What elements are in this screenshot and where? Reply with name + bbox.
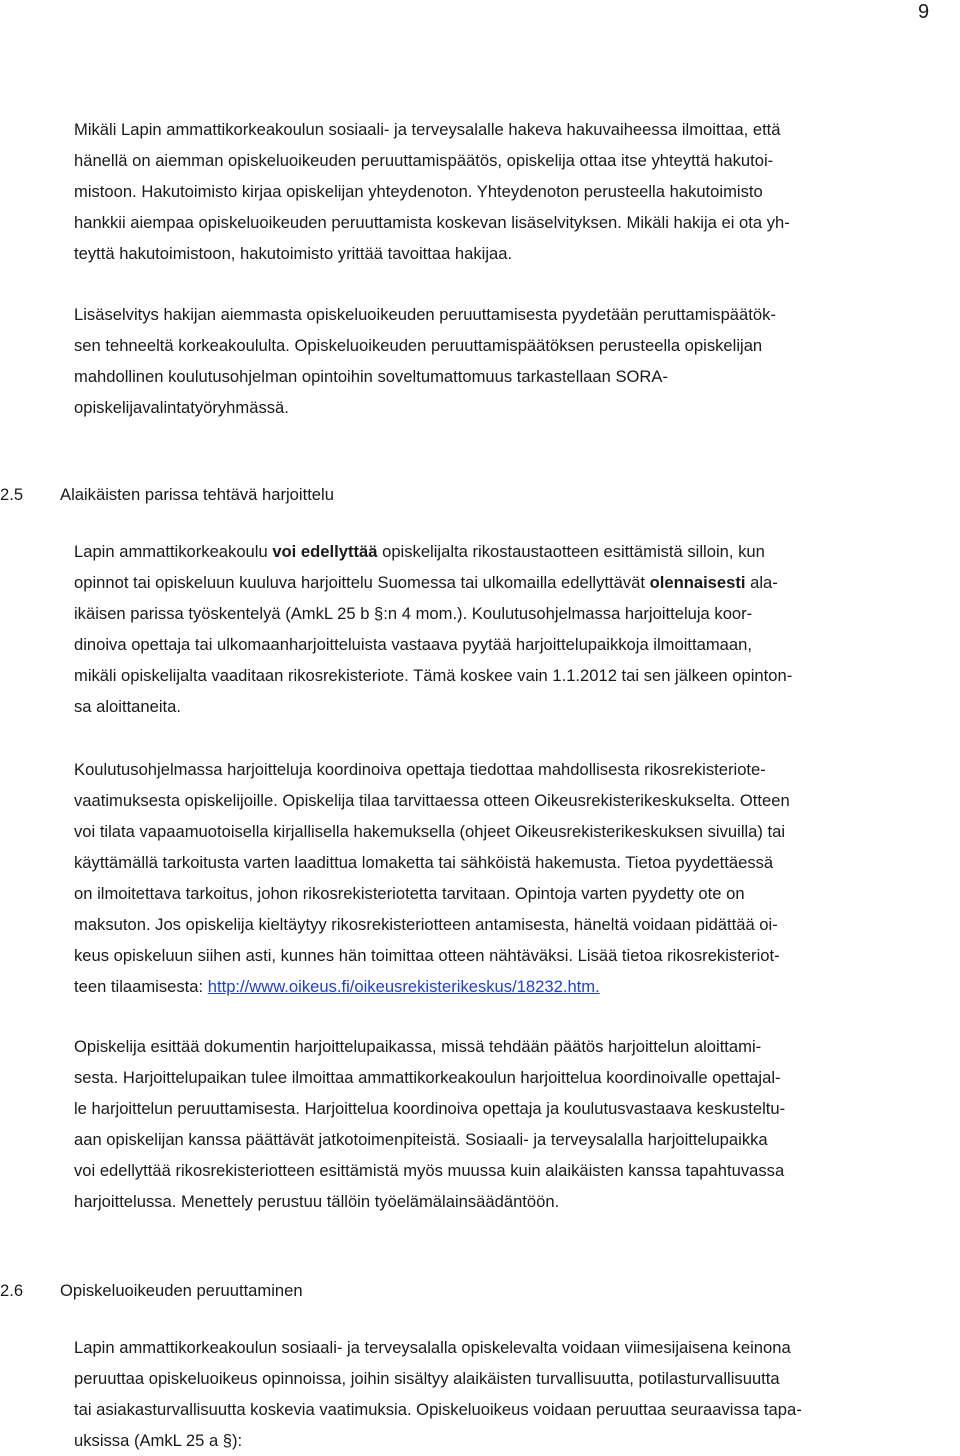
- section-number: 2.6: [0, 1281, 24, 1300]
- text-line: voi edellyttää rikosrekisteriotteen esittämistä myös muussa kuin alaikäisten kanssa tapahtuvassa: [74, 1161, 785, 1180]
- text-line: dinoiva opettaja tai ulkomaanharjoitteluista vastaava pyytää harjoittelupaikkoja ilmoittamaan,: [74, 635, 752, 654]
- section-title: Opiskeluoikeuden peruuttaminen: [60, 1281, 303, 1300]
- text-line: le harjoittelun peruuttamisesta. Harjoittelua koordinoiva opettaja ja koulutusvastaava keskusteltu-: [74, 1099, 786, 1118]
- page-number: 9: [918, 1, 930, 23]
- section-number: 2.5: [0, 485, 24, 504]
- text-line: sen tehneeltä korkeakoululta. Opiskeluoikeuden peruuttamispäätöksen perusteella opiskelijan: [74, 336, 763, 355]
- text-line: tai asiakasturvallisuutta koskevia vaatimuksia. Opiskeluoikeus voidaan peruuttaa seuraavissa tapa-: [74, 1400, 802, 1419]
- paragraph-opiskeluoikeuden-peruuttaminen: [74, 1332, 960, 1456]
- text-line: mahdollinen koulutusohjelman opintoihin soveltumattomuus tarkastellaan SORA-: [74, 367, 669, 386]
- text-line: opiskelijavalintatyöryhmässä.: [74, 398, 289, 417]
- paragraph-lisaselvitys: [74, 299, 960, 423]
- paragraph-harjoittelupaikka: [74, 1031, 960, 1217]
- oikeusrekisterikeskus-link[interactable]: http://www.oikeus.fi/oikeusrekisterikeskus/18232.htm.: [207, 977, 600, 996]
- text-line: sa aloittaneita.: [74, 697, 182, 716]
- paragraph-rikostaustaote: [74, 536, 960, 722]
- text-line: vaatimuksesta opiskelijoille. Opiskelija tilaa tarvittaessa otteen Oikeusrekisterikeskukselta. Otteen: [74, 791, 790, 810]
- emphasis-edellyttaa: edellyttää: [300, 542, 378, 561]
- section-title: Alaikäisten parissa tehtävä harjoittelu: [60, 485, 334, 504]
- text-line: Koulutusohjelmassa harjoitteluja koordinoiva opettaja tiedottaa mahdollisesta rikosrekisteriote-: [74, 760, 766, 779]
- text-line: uksissa (AmkL 25 a §):: [74, 1431, 243, 1450]
- text-line: aan opiskelijan kanssa päättävät jatkotoimenpiteistä. Sosiaali- ja terveysalalla harjoittelupaikka: [74, 1130, 768, 1149]
- text-line: voi tilata vapaamuotoisella kirjallisella hakemuksella (ohjeet Oikeusrekisterikeskuksen sivuilla) tai: [74, 822, 786, 841]
- emphasis-voi: voi: [272, 542, 297, 561]
- text-line: sesta. Harjoittelupaikan tulee ilmoittaa ammattikorkeakoulun harjoittelua koordinoivalle opettajal-: [74, 1068, 781, 1087]
- text-line: ikäisen parissa työskentelyä (AmkL 25 b §:n 4 mom.). Koulutusohjelmassa harjoitteluja koor-: [74, 604, 753, 623]
- text-line: teen tilaamisesta: http://www.oikeus.fi/oikeusrekisterikeskus/18232.htm.: [74, 977, 600, 996]
- text-line: peruuttaa opiskeluoikeus opinnoissa, joihin sisältyy alaikäisten turvallisuutta, potilasturvallisuutta: [74, 1369, 780, 1388]
- text-line: teyttä hakutoimistoon, hakutoimisto yrittää tavoittaa hakijaa.: [74, 244, 513, 263]
- text-line: mikäli opiskelijalta vaaditaan rikosrekisteriote. Tämä koskee vain 1.1.2012 tai sen jälkeen opinton-: [74, 666, 793, 685]
- text-line: Lapin ammattikorkeakoulun sosiaali- ja terveysalalla opiskelevalta voidaan viimesijaisena keinona: [74, 1338, 791, 1357]
- text-line: Mikäli Lapin ammattikorkeakoulun sosiaali- ja terveysalalle hakeva hakuvaiheessa ilmoittaa, että: [74, 120, 781, 139]
- text-line: mistoon. Hakutoimisto kirjaa opiskelijan yhteydenoton. Yhteydenoton perusteella hakutoimisto: [74, 182, 763, 201]
- text-line: harjoittelussa. Menettely perustuu tällöin työelämälainsäädäntöön.: [74, 1192, 560, 1211]
- text-line: keus opiskeluun siihen asti, kunnes hän toimittaa otteen nähtäväksi. Lisää tietoa rikosrekisteriot-: [74, 946, 780, 965]
- text-line: maksuton. Jos opiskelija kieltäytyy rikosrekisteriotteen antamisesta, häneltä voidaan pidättää oi-: [74, 915, 778, 934]
- text-line: käyttämällä tarkoitusta varten laadittua lomaketta tai sähköistä hakemusta. Tietoa pyydettäessä: [74, 853, 774, 872]
- text-line: hänellä on aiemman opiskeluoikeuden peruuttamispäätös, opiskelija ottaa itse yhteyttä hakutoi-: [74, 151, 774, 170]
- paragraph-rikosrekisteriote-tilaus: [74, 754, 960, 1002]
- text-line: Lapin ammattikorkeakoulu voi edellyttää opiskelijalta rikostaustaotteen esittämistä silloin, kun: [74, 542, 765, 561]
- paragraph-aiempi-peruuttamispaatos: [74, 114, 960, 269]
- text-line: hankkii aiempaa opiskeluoikeuden peruuttamista koskevan lisäselvityksen. Mikäli hakija ei ota yh-: [74, 213, 790, 232]
- text-line: opinnot tai opiskeluun kuuluva harjoittelu Suomessa tai ulkomailla edellyttävät olennaisesti ala-: [74, 573, 778, 592]
- text-line: Opiskelija esittää dokumentin harjoittelupaikassa, missä tehdään päätös harjoittelun aloittami-: [74, 1037, 762, 1056]
- text-line: Lisäselvitys hakijan aiemmasta opiskeluoikeuden peruuttamisesta pyydetään peruttamispäätök-: [74, 305, 776, 324]
- emphasis-olennaisesti: olennaisesti: [649, 573, 746, 592]
- text-line: on ilmoitettava tarkoitus, johon rikosrekisteriotetta tarvitaan. Opintoja varten pyydetty ote on: [74, 884, 745, 903]
